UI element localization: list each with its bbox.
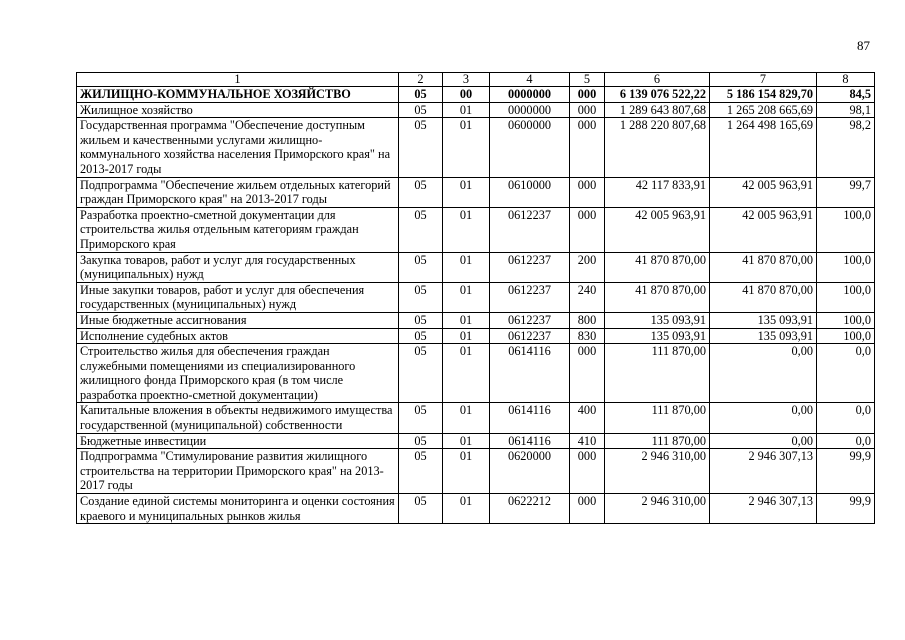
item-name: Создание единой системы мониторинга и оценки состояния краевого и муниципальных рынков жилья [77, 494, 399, 524]
executed-amount: 2 946 307,13 [710, 449, 817, 494]
table-row [77, 87, 875, 103]
item-name: Исполнение судебных актов [77, 328, 399, 344]
item-name: Подпрограмма "Стимулирование развития жилищного строительства на территории Приморского края" на 2013-2017 годы [77, 449, 399, 494]
column-number: 2 [399, 73, 443, 87]
executed-amount: 42 005 963,91 [710, 207, 817, 252]
execution-percent: 0,0 [817, 433, 875, 449]
expense-type-code: 000 [570, 118, 605, 177]
section-code: 05 [399, 312, 443, 328]
subsection-code: 01 [443, 312, 490, 328]
target-item-code: 0000000 [490, 87, 570, 103]
planned-amount: 1 289 643 807,68 [605, 102, 710, 118]
column-number: 4 [490, 73, 570, 87]
target-item-code: 0620000 [490, 449, 570, 494]
subsection-code: 01 [443, 433, 490, 449]
planned-amount: 111 870,00 [605, 403, 710, 433]
target-item-code: 0612237 [490, 207, 570, 252]
executed-amount: 1 265 208 665,69 [710, 102, 817, 118]
section-code: 05 [399, 87, 443, 103]
column-number-row [77, 73, 875, 87]
executed-amount: 2 946 307,13 [710, 494, 817, 524]
table-row [77, 403, 875, 433]
item-name: Капитальные вложения в объекты недвижимого имущества государственной (муниципальной) собственности [77, 403, 399, 433]
execution-percent: 98,1 [817, 102, 875, 118]
executed-amount: 41 870 870,00 [710, 252, 817, 282]
planned-amount: 2 946 310,00 [605, 449, 710, 494]
column-number: 7 [710, 73, 817, 87]
table-row [77, 177, 875, 207]
expense-type-code: 200 [570, 252, 605, 282]
execution-percent: 99,7 [817, 177, 875, 207]
planned-amount: 111 870,00 [605, 433, 710, 449]
executed-amount: 135 093,91 [710, 328, 817, 344]
table-row [77, 344, 875, 403]
execution-percent: 98,2 [817, 118, 875, 177]
target-item-code: 0614116 [490, 433, 570, 449]
target-item-code: 0612237 [490, 252, 570, 282]
subsection-code: 01 [443, 207, 490, 252]
expense-type-code: 240 [570, 282, 605, 312]
section-code: 05 [399, 344, 443, 403]
execution-percent: 100,0 [817, 328, 875, 344]
subsection-code: 00 [443, 87, 490, 103]
expense-type-code: 830 [570, 328, 605, 344]
expense-type-code: 000 [570, 449, 605, 494]
subsection-code: 01 [443, 118, 490, 177]
section-code: 05 [399, 118, 443, 177]
target-item-code: 0612237 [490, 282, 570, 312]
item-name: Строительство жилья для обеспечения граждан служебными помещениями из специализированного жилищного фонда Приморского края (в том числе разработка проектно-сметной документации) [77, 344, 399, 403]
target-item-code: 0000000 [490, 102, 570, 118]
target-item-code: 0614116 [490, 403, 570, 433]
table-row [77, 102, 875, 118]
execution-percent: 0,0 [817, 344, 875, 403]
execution-percent: 99,9 [817, 494, 875, 524]
executed-amount: 41 870 870,00 [710, 282, 817, 312]
table-row [77, 207, 875, 252]
table-row [77, 312, 875, 328]
expense-type-code: 000 [570, 494, 605, 524]
executed-amount: 0,00 [710, 433, 817, 449]
item-name: Подпрограмма "Обеспечение жильем отдельных категорий граждан Приморского края" на 2013-2017 годы [77, 177, 399, 207]
expense-type-code: 000 [570, 207, 605, 252]
table-row [77, 328, 875, 344]
planned-amount: 6 139 076 522,22 [605, 87, 710, 103]
item-name: Бюджетные инвестиции [77, 433, 399, 449]
table-row [77, 494, 875, 524]
expense-type-code: 000 [570, 87, 605, 103]
section-code: 05 [399, 449, 443, 494]
column-number: 1 [77, 73, 399, 87]
subsection-code: 01 [443, 328, 490, 344]
budget-table [76, 72, 875, 524]
column-number: 3 [443, 73, 490, 87]
planned-amount: 135 093,91 [605, 328, 710, 344]
expense-type-code: 000 [570, 344, 605, 403]
section-code: 05 [399, 433, 443, 449]
section-code: 05 [399, 207, 443, 252]
executed-amount: 0,00 [710, 344, 817, 403]
execution-percent: 84,5 [817, 87, 875, 103]
item-name: Иные закупки товаров, работ и услуг для обеспечения государственных (муниципальных) нужд [77, 282, 399, 312]
subsection-code: 01 [443, 344, 490, 403]
subsection-code: 01 [443, 403, 490, 433]
target-item-code: 0612237 [490, 312, 570, 328]
planned-amount: 41 870 870,00 [605, 252, 710, 282]
execution-percent: 100,0 [817, 312, 875, 328]
item-name: Государственная программа "Обеспечение доступным жильем и качественными услугами жилищно-коммунального хозяйства населения Приморского края" на 2013-2017 годы [77, 118, 399, 177]
section-code: 05 [399, 177, 443, 207]
table-row [77, 449, 875, 494]
target-item-code: 0622212 [490, 494, 570, 524]
expense-type-code: 000 [570, 102, 605, 118]
target-item-code: 0612237 [490, 328, 570, 344]
executed-amount: 42 005 963,91 [710, 177, 817, 207]
executed-amount: 0,00 [710, 403, 817, 433]
execution-percent: 100,0 [817, 252, 875, 282]
planned-amount: 1 288 220 807,68 [605, 118, 710, 177]
item-name: Закупка товаров, работ и услуг для государственных (муниципальных) нужд [77, 252, 399, 282]
planned-amount: 111 870,00 [605, 344, 710, 403]
expense-type-code: 410 [570, 433, 605, 449]
item-name: Жилищное хозяйство [77, 102, 399, 118]
executed-amount: 5 186 154 829,70 [710, 87, 817, 103]
target-item-code: 0600000 [490, 118, 570, 177]
expense-type-code: 800 [570, 312, 605, 328]
column-number: 8 [817, 73, 875, 87]
target-item-code: 0614116 [490, 344, 570, 403]
planned-amount: 2 946 310,00 [605, 494, 710, 524]
planned-amount: 135 093,91 [605, 312, 710, 328]
table-row [77, 433, 875, 449]
subsection-code: 01 [443, 102, 490, 118]
column-number: 6 [605, 73, 710, 87]
section-code: 05 [399, 252, 443, 282]
execution-percent: 100,0 [817, 207, 875, 252]
table-row [77, 252, 875, 282]
expense-type-code: 400 [570, 403, 605, 433]
execution-percent: 99,9 [817, 449, 875, 494]
planned-amount: 41 870 870,00 [605, 282, 710, 312]
planned-amount: 42 117 833,91 [605, 177, 710, 207]
item-name: ЖИЛИЩНО-КОММУНАЛЬНОЕ ХОЗЯЙСТВО [77, 87, 399, 103]
execution-percent: 0,0 [817, 403, 875, 433]
section-code: 05 [399, 494, 443, 524]
execution-percent: 100,0 [817, 282, 875, 312]
item-name: Иные бюджетные ассигнования [77, 312, 399, 328]
section-code: 05 [399, 403, 443, 433]
item-name: Разработка проектно-сметной документации для строительства жилья отдельным категориям граждан Приморского края [77, 207, 399, 252]
table-row [77, 282, 875, 312]
subsection-code: 01 [443, 252, 490, 282]
column-number: 5 [570, 73, 605, 87]
subsection-code: 01 [443, 449, 490, 494]
subsection-code: 01 [443, 177, 490, 207]
planned-amount: 42 005 963,91 [605, 207, 710, 252]
subsection-code: 01 [443, 282, 490, 312]
executed-amount: 135 093,91 [710, 312, 817, 328]
expense-type-code: 000 [570, 177, 605, 207]
page-number: 87 [857, 38, 870, 53]
subsection-code: 01 [443, 494, 490, 524]
target-item-code: 0610000 [490, 177, 570, 207]
table-row [77, 118, 875, 177]
section-code: 05 [399, 102, 443, 118]
section-code: 05 [399, 282, 443, 312]
section-code: 05 [399, 328, 443, 344]
executed-amount: 1 264 498 165,69 [710, 118, 817, 177]
